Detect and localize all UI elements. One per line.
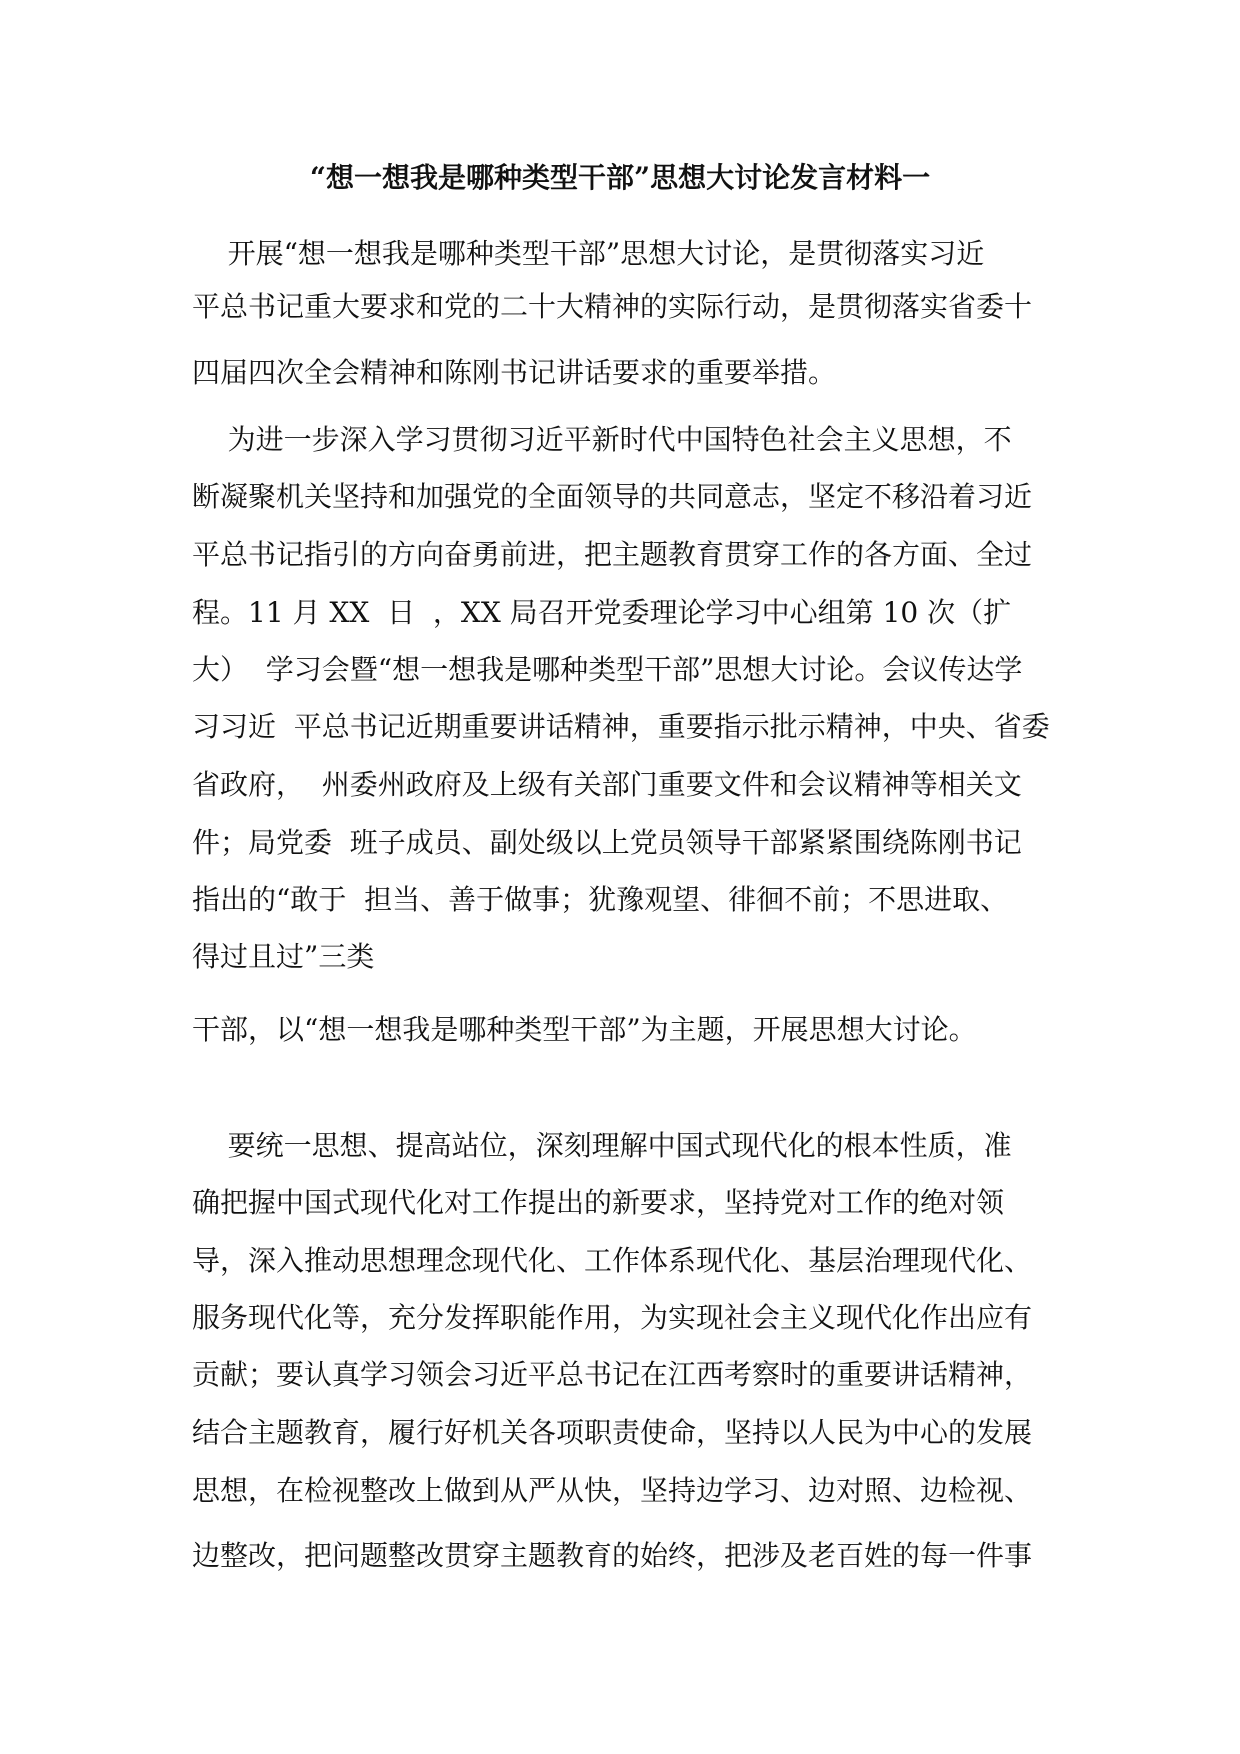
body-line: 平总书记指引的方向奋勇前进，把主题教育贯穿工作的各方面、全过 xyxy=(192,538,1033,571)
body-line: 程。11 月 XX 日 ，XX 局召开党委理论学习中心组第 10 次（扩 xyxy=(192,596,1012,629)
body-line: 大） 学习会暨“想一想我是哪种类型干部”思想大讨论。会议传达学 xyxy=(192,653,1023,686)
body-line: 边整改，把问题整改贯穿主题教育的始终，把涉及老百姓的每一件事 xyxy=(192,1539,1033,1572)
body-line: 四届四次全会精神和陈刚书记讲话要求的重要举措。 xyxy=(192,356,837,389)
document-title: “想一想我是哪种类型干部”思想大讨论发言材料一 xyxy=(309,161,931,194)
body-line: 服务现代化等，充分发挥职能作用，为实现社会主义现代化作出应有 xyxy=(192,1301,1033,1334)
body-line: 干部，以“想一想我是哪种类型干部”为主题，开展思想大讨论。 xyxy=(192,1013,977,1046)
body-line: 确把握中国式现代化对工作提出的新要求，坚持党对工作的绝对领 xyxy=(192,1186,1005,1219)
body-line: 思想，在检视整改上做到从严从快，坚持边学习、边对照、边检视、 xyxy=(192,1474,1033,1507)
body-line: 指出的“敢于 担当、善于做事；犹豫观望、徘徊不前；不思进取、 xyxy=(192,883,1009,916)
body-line: 导，深入推动思想理念现代化、工作体系现代化、基层治理现代化、 xyxy=(192,1244,1033,1277)
body-line: 为进一步深入学习贯彻习近平新时代中国特色社会主义思想，不 xyxy=(192,423,1012,456)
body-line: 结合主题教育，履行好机关各项职责使命，坚持以人民为中心的发展 xyxy=(192,1416,1033,1449)
body-line: 开展“想一想我是哪种类型干部”思想大讨论，是贯彻落实习近 xyxy=(192,237,985,270)
body-line: 件；局党委 班子成员、副处级以上党员领导干部紧紧围绕陈刚书记 xyxy=(192,826,1022,859)
body-line: 省政府， 州委州政府及上级有关部门重要文件和会议精神等相关文 xyxy=(192,768,1022,801)
body-line: 断凝聚机关坚持和加强党的全面领导的共同意志，坚定不移沿着习近 xyxy=(192,480,1033,513)
body-line: 得过且过”三类 xyxy=(192,940,375,973)
body-line: 要统一思想、提高站位，深刻理解中国式现代化的根本性质，准 xyxy=(192,1129,1012,1162)
body-line: 习习近 平总书记近期重要讲话精神，重要指示批示精神，中央、省委 xyxy=(192,710,1050,743)
body-line: 平总书记重大要求和党的二十大精神的实际行动，是贯彻落实省委十 xyxy=(192,290,1033,323)
body-line: 贡献；要认真学习领会习近平总书记在江西考察时的重要讲话精神， xyxy=(192,1358,1033,1391)
